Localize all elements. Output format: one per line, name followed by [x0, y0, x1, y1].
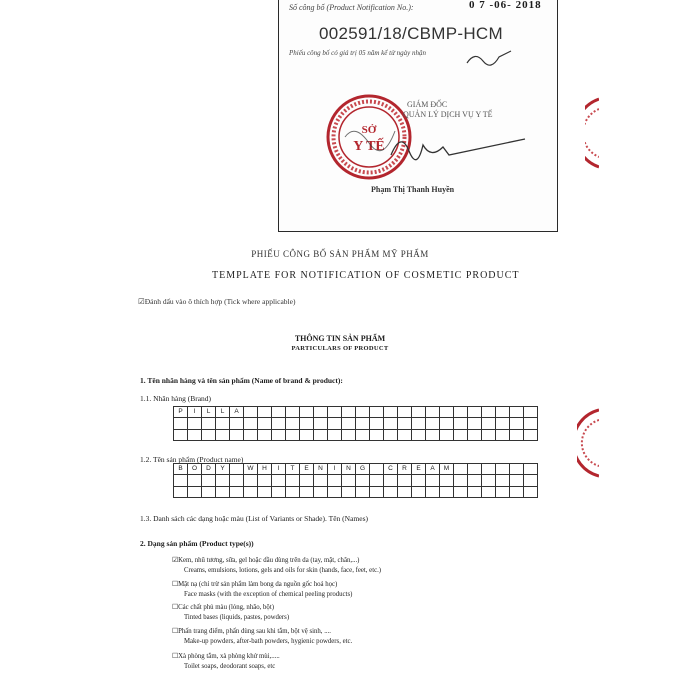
empty-letter-box — [286, 486, 300, 497]
empty-letter-box — [524, 475, 538, 486]
letter-box: T — [286, 464, 300, 475]
product-type-option-powders: ☐Phấn trang điểm, phấn dùng sau khi tắm, bột vệ sinh, .... — [172, 628, 332, 635]
validity-signature-icon — [465, 47, 515, 69]
empty-letter-box — [174, 418, 188, 429]
empty-letter-box — [286, 418, 300, 429]
empty-letter-box — [174, 475, 188, 486]
empty-letter-box — [202, 486, 216, 497]
letter-box: M — [440, 464, 454, 475]
empty-letter-box — [468, 486, 482, 497]
empty-letter-box — [188, 486, 202, 497]
letter-box: B — [174, 464, 188, 475]
letter-box — [510, 464, 524, 475]
empty-letter-box — [496, 429, 510, 440]
product-type-option-creams-english: Creams, emulsions, lotions, gels and oils for skin (hands, face, feet, etc.) — [184, 567, 382, 574]
letter-box — [440, 407, 454, 418]
empty-letter-box — [230, 475, 244, 486]
empty-letter-box — [314, 486, 328, 497]
section-1-heading: 1. Tên nhãn hàng và tên sản phẩm (Name of brand & product): — [140, 376, 343, 385]
seal-text-top: SỞ — [361, 124, 377, 136]
approval-stamp-box — [278, 0, 558, 232]
empty-letter-box — [300, 475, 314, 486]
empty-letter-box — [244, 429, 258, 440]
empty-letter-box — [454, 429, 468, 440]
letter-box: C — [384, 464, 398, 475]
letter-box: Y — [216, 464, 230, 475]
tick-instruction: ☑Đánh dấu vào ô thích hợp (Tick where applicable) — [138, 297, 296, 306]
empty-letter-box — [272, 429, 286, 440]
empty-letter-box — [314, 429, 328, 440]
letter-box: L — [216, 407, 230, 418]
signer-name: Phạm Thị Thanh Huyền — [371, 185, 455, 194]
empty-letter-box — [356, 418, 370, 429]
validity-note: Phiếu công bố có giá trị 05 năm kể từ ngày nhận — [289, 49, 426, 57]
empty-letter-box — [328, 418, 342, 429]
empty-letter-box — [300, 429, 314, 440]
empty-letter-box — [510, 475, 524, 486]
empty-letter-box — [384, 475, 398, 486]
empty-letter-box — [370, 475, 384, 486]
product-name-label: 1.2. Tên sản phẩm (Product name) — [140, 455, 244, 464]
empty-letter-box — [482, 475, 496, 486]
empty-letter-box — [496, 418, 510, 429]
letter-box: O — [188, 464, 202, 475]
letter-box — [482, 407, 496, 418]
empty-letter-box — [384, 429, 398, 440]
empty-letter-box — [300, 418, 314, 429]
empty-letter-box — [398, 486, 412, 497]
letter-box — [314, 407, 328, 418]
empty-letter-box — [216, 475, 230, 486]
letter-box — [384, 407, 398, 418]
empty-letter-box — [342, 486, 356, 497]
empty-letter-box — [328, 429, 342, 440]
empty-letter-box — [244, 475, 258, 486]
empty-letter-box — [272, 475, 286, 486]
letter-box — [454, 464, 468, 475]
empty-letter-box — [398, 429, 412, 440]
product-info-heading: THÔNG TIN SẢN PHẨM — [294, 334, 386, 343]
empty-letter-box — [482, 418, 496, 429]
empty-letter-box — [468, 429, 482, 440]
form-title-english: TEMPLATE FOR NOTIFICATION OF COSMETIC PRODUCT — [212, 270, 520, 281]
empty-letter-box — [230, 429, 244, 440]
empty-letter-box — [244, 486, 258, 497]
empty-letter-box — [258, 418, 272, 429]
letter-box — [230, 464, 244, 475]
letter-box — [342, 407, 356, 418]
seal-text-bottom: Y TẾ — [353, 139, 385, 154]
letter-box: A — [230, 407, 244, 418]
empty-letter-box — [342, 429, 356, 440]
letter-box: N — [342, 464, 356, 475]
empty-letter-box — [468, 418, 482, 429]
empty-letter-box — [202, 475, 216, 486]
empty-letter-box — [216, 429, 230, 440]
product-type-option-powders-english: Make-up powders, after-bath powders, hygienic powders, etc. — [184, 638, 353, 645]
empty-letter-box — [342, 475, 356, 486]
letter-box — [370, 407, 384, 418]
empty-letter-box — [230, 486, 244, 497]
brand-letter-grid — [173, 406, 538, 441]
empty-letter-box — [286, 429, 300, 440]
notification-number-label: Số công bố (Product Notification No.): — [289, 3, 414, 12]
department-title: QUẢN LÝ DỊCH VỤ Y TẾ — [403, 110, 493, 119]
letter-box — [524, 464, 538, 475]
empty-letter-box — [188, 418, 202, 429]
empty-letter-box — [314, 475, 328, 486]
letter-box — [496, 407, 510, 418]
notification-number: 002591/18/CBMP-HCM — [319, 24, 503, 43]
empty-letter-box — [482, 429, 496, 440]
empty-letter-box — [524, 429, 538, 440]
handwritten-signature-icon — [383, 125, 533, 175]
letter-box: I — [272, 464, 286, 475]
product-type-option-soaps-english: Toilet soaps, deodorant soaps, etc — [184, 663, 276, 670]
empty-letter-box — [258, 429, 272, 440]
letter-box — [300, 407, 314, 418]
empty-letter-box — [510, 418, 524, 429]
letter-box: W — [244, 464, 258, 475]
empty-letter-box — [440, 486, 454, 497]
empty-letter-box — [454, 475, 468, 486]
letter-box: I — [188, 407, 202, 418]
letter-box — [454, 407, 468, 418]
letter-box: L — [202, 407, 216, 418]
letter-box: E — [412, 464, 426, 475]
empty-letter-box — [412, 475, 426, 486]
empty-letter-box — [510, 429, 524, 440]
product-letter-grid — [173, 463, 538, 498]
empty-letter-box — [370, 418, 384, 429]
letter-box — [510, 407, 524, 418]
letter-box — [426, 407, 440, 418]
letter-box: D — [202, 464, 216, 475]
empty-letter-box — [370, 486, 384, 497]
letter-box — [468, 464, 482, 475]
empty-letter-box — [174, 429, 188, 440]
letter-box — [412, 407, 426, 418]
letter-box — [370, 464, 384, 475]
empty-letter-box — [412, 486, 426, 497]
product-type-option-creams: ☑Kem, nhũ tương, sữa, gel hoặc dầu dùng trên da (tay, mặt, chân,...) — [172, 557, 360, 564]
empty-letter-box — [272, 418, 286, 429]
letter-box: A — [426, 464, 440, 475]
empty-letter-box — [244, 418, 258, 429]
empty-letter-box — [440, 475, 454, 486]
empty-letter-box — [496, 475, 510, 486]
empty-letter-box — [412, 429, 426, 440]
empty-letter-box — [454, 486, 468, 497]
empty-letter-box — [398, 418, 412, 429]
letter-box — [468, 407, 482, 418]
empty-letter-box — [174, 486, 188, 497]
empty-letter-box — [188, 475, 202, 486]
empty-letter-box — [426, 475, 440, 486]
letter-box — [272, 407, 286, 418]
letter-box — [482, 464, 496, 475]
empty-letter-box — [300, 486, 314, 497]
empty-letter-box — [454, 418, 468, 429]
product-type-option-masks-english: Face masks (with the exception of chemical peeling products) — [184, 591, 353, 598]
director-title: GIÁM ĐỐC — [407, 100, 448, 109]
letter-box: N — [314, 464, 328, 475]
empty-letter-box — [524, 486, 538, 497]
empty-letter-box — [188, 429, 202, 440]
letter-box — [286, 407, 300, 418]
letter-box — [496, 464, 510, 475]
letter-box: P — [174, 407, 188, 418]
empty-letter-box — [328, 475, 342, 486]
empty-letter-box — [440, 418, 454, 429]
edge-seal-fragment-bottom-icon — [577, 408, 599, 478]
product-type-option-tinted-english: Tinted bases (liquids, pastes, powders) — [184, 614, 290, 621]
empty-letter-box — [496, 486, 510, 497]
letter-box: I — [328, 464, 342, 475]
letter-box — [258, 407, 272, 418]
empty-letter-box — [426, 418, 440, 429]
empty-letter-box — [272, 486, 286, 497]
variants-label: 1.3. Danh sách các dạng hoặc màu (List of Variants or Shade). Tên (Names) — [140, 514, 368, 523]
empty-letter-box — [356, 475, 370, 486]
empty-letter-box — [398, 475, 412, 486]
brand-label: 1.1. Nhãn hàng (Brand) — [140, 394, 212, 403]
empty-letter-box — [328, 486, 342, 497]
letter-box: R — [398, 464, 412, 475]
empty-letter-box — [286, 475, 300, 486]
letter-box — [244, 407, 258, 418]
product-info-heading-english: PARTICULARS OF PRODUCT — [291, 345, 389, 352]
letter-box — [398, 407, 412, 418]
empty-letter-box — [510, 486, 524, 497]
letter-box: G — [356, 464, 370, 475]
section-2-heading: 2. Dạng sản phẩm (Product type(s)) — [140, 539, 254, 548]
empty-letter-box — [370, 429, 384, 440]
empty-letter-box — [258, 475, 272, 486]
empty-letter-box — [202, 429, 216, 440]
empty-letter-box — [412, 418, 426, 429]
empty-letter-box — [342, 418, 356, 429]
empty-letter-box — [440, 429, 454, 440]
letter-box — [356, 407, 370, 418]
empty-letter-box — [426, 429, 440, 440]
product-type-option-masks: ☐Mặt nạ (chỉ trừ sản phẩm làm bong da nguồn gốc hoá học) — [172, 581, 338, 588]
letter-box: E — [300, 464, 314, 475]
approval-date: 0 7 -06- 2018 — [469, 0, 542, 11]
empty-letter-box — [356, 486, 370, 497]
empty-letter-box — [216, 418, 230, 429]
edge-seal-fragment-top-icon — [585, 97, 599, 169]
empty-letter-box — [258, 486, 272, 497]
product-type-option-tinted: ☐Các chất phủ màu (lỏng, nhão, bột) — [172, 604, 274, 611]
empty-letter-box — [230, 418, 244, 429]
letter-box — [524, 407, 538, 418]
empty-letter-box — [524, 418, 538, 429]
empty-letter-box — [356, 429, 370, 440]
empty-letter-box — [426, 486, 440, 497]
product-type-option-soaps: ☐Xà phòng tắm, xà phòng khử mùi,..... — [172, 653, 280, 660]
letter-box: H — [258, 464, 272, 475]
empty-letter-box — [384, 486, 398, 497]
empty-letter-box — [482, 486, 496, 497]
empty-letter-box — [216, 486, 230, 497]
letter-box — [328, 407, 342, 418]
empty-letter-box — [384, 418, 398, 429]
form-title-vietnamese: PHIẾU CÔNG BỐ SẢN PHẨM MỸ PHẨM — [251, 249, 429, 259]
empty-letter-box — [314, 418, 328, 429]
empty-letter-box — [468, 475, 482, 486]
empty-letter-box — [202, 418, 216, 429]
